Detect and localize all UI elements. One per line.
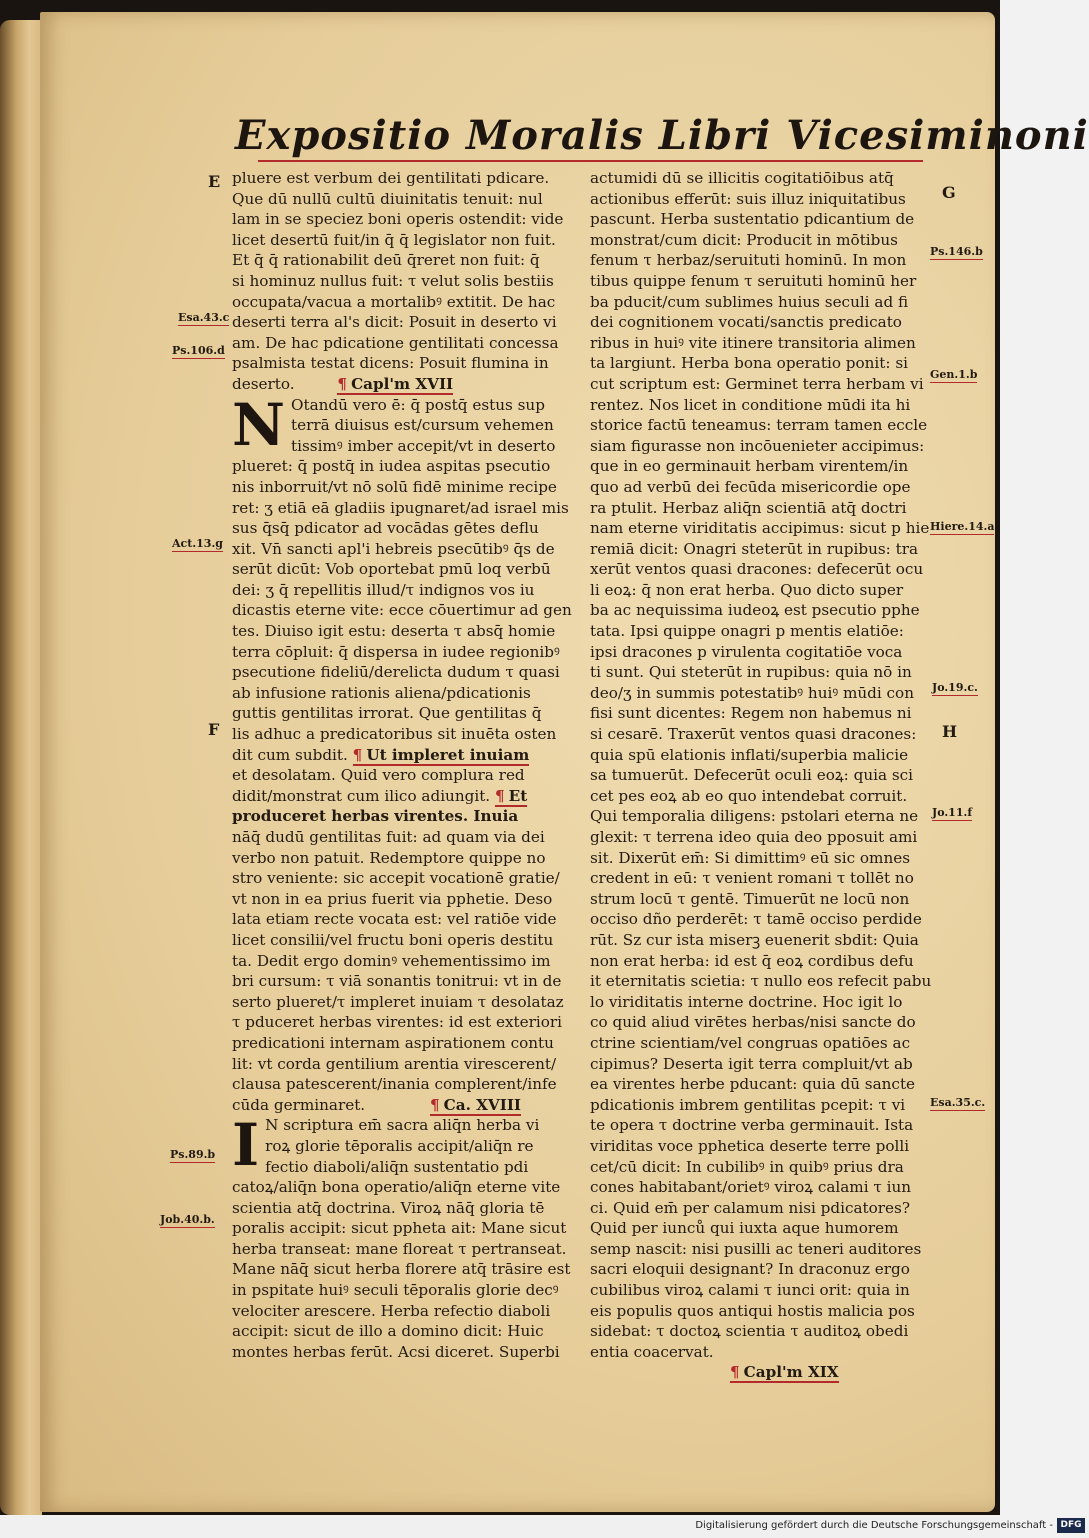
text-line: licet desertū fuit/in q̄ q̄ legislator non fuit. bbox=[232, 230, 556, 249]
book-page-edges bbox=[0, 20, 42, 1515]
lemma-heading bbox=[353, 746, 530, 766]
text-line: ta largiunt. Herba bona operatio ponit: si bbox=[590, 354, 908, 373]
text-line bbox=[590, 1362, 930, 1383]
text-line: cet pes eoꝝ ab eo quo intendebat corruit. bbox=[590, 786, 908, 805]
dfg-logo: DFG bbox=[1057, 1518, 1085, 1533]
text-line: montes herbas ferūt. Acsi diceret. Superbi bbox=[232, 1342, 560, 1361]
margin-note-ps-146: Ps.146.b bbox=[930, 245, 983, 258]
header-rule bbox=[258, 160, 923, 162]
margin-note-jo-11: Jo.11.f bbox=[932, 806, 973, 819]
pilcrow-icon: ¶ bbox=[429, 1095, 440, 1114]
text-line: xit. Vn̄ sancti apl'i hebreis psecūtibꝰ q̄s de bbox=[232, 539, 555, 558]
text-line: que in eo germinauit herbam virentem/in bbox=[590, 457, 909, 476]
chapter-18-label: Ca. XVIII bbox=[443, 1095, 522, 1114]
text-line: predicationi internam aspirationem contu bbox=[232, 1033, 554, 1052]
text-line: rūt. Sz cur ista miserꝫ euenerit sbdit: Quia bbox=[590, 930, 919, 949]
text-line bbox=[232, 745, 577, 766]
text-line: sa tumuerūt. Defecerūt oculi eoꝝ: quia sci bbox=[590, 766, 913, 785]
chapter-18-heading bbox=[430, 1096, 521, 1116]
text-line: terrā diuisus est/cursum vehemen bbox=[291, 416, 554, 435]
text-line: sacri eloquii designant? In draconuz ergo bbox=[590, 1260, 910, 1279]
text-line: deo/ʒ in summis potestatibꝰ huiꝰ mūdi con bbox=[590, 683, 914, 702]
text-line: nis inborruit/vt nō solū fidē minime recipe bbox=[232, 477, 557, 496]
text-line: bri cursum: τ viā sonantis tonitrui: vt in de bbox=[232, 972, 562, 991]
text-line: dei: ʒ q̄ repellitis illud/τ indignos vos iu bbox=[232, 580, 535, 599]
text-line: tissimꝰ imber accepit/vt in deserto bbox=[291, 436, 556, 455]
chapter-19-label: Capl'm XIX bbox=[743, 1363, 839, 1382]
text-line: herba transeat: mane floreat τ pertranseat. bbox=[232, 1239, 567, 1258]
text-line: siam figurasse non incōuenieter accipimus: bbox=[590, 436, 925, 455]
margin-letter-h: H bbox=[942, 722, 958, 741]
chapter-17-label: Capl'm XVII bbox=[351, 374, 454, 393]
text-line: Mane nāq̄ sicut herba florere atq̄ trāsire est bbox=[232, 1260, 571, 1279]
pilcrow-icon: ¶ bbox=[352, 745, 363, 764]
margin-note-job-40: Job.40.b. bbox=[160, 1213, 215, 1226]
text-line: tibus quippe fenum τ seruituti hominū her bbox=[590, 271, 917, 290]
text-line: actionibus efferūt: suis illuz iniquitatibus bbox=[590, 189, 906, 208]
text-line: scientia atq̄ doctrina. Viroꝝ nāq̄ gloria tē bbox=[232, 1198, 545, 1217]
text-line: lis adhuc a predicatoribus sit inuēta osten bbox=[232, 725, 557, 744]
text-line: psecutione fideliū/derelicta dudum τ quasi bbox=[232, 663, 560, 682]
text-fragment: deserto. bbox=[232, 374, 295, 393]
text-line: lo viriditatis interne doctrine. Hoc igit lo bbox=[590, 992, 903, 1011]
text-line: glexit: τ terrena ideo quia deo pposuit ami bbox=[590, 828, 918, 846]
text-line: Quid per iunců qui iuxta aque humorem bbox=[590, 1219, 899, 1238]
text-line: lit: vt corda gentilium arentia virescerent/ bbox=[232, 1054, 557, 1073]
text-line: li eoꝝ: q̄ non erat herba. Quo dicto super bbox=[590, 580, 904, 599]
text-line: clausa patescerent/inania complerent/infe bbox=[232, 1075, 557, 1094]
pilcrow-icon: ¶ bbox=[337, 374, 348, 393]
text-line: nam eterne viriditatis accipimus: sicut p hie bbox=[590, 519, 930, 538]
text-line: ba pducit/cum sublimes huius seculi ad fi bbox=[590, 292, 909, 311]
text-line: si hominuz nullus fuit: τ velut solis bestiis bbox=[232, 271, 554, 290]
text-line: rentez. Nos licet in conditione mūdi ita hi bbox=[590, 395, 911, 414]
text-line: Que dū nullū cultū diuinitatis tenuit: nul bbox=[232, 189, 543, 208]
text-line: strum locū τ gentē. Timuerūt ne locū non bbox=[590, 889, 910, 908]
text-line: catoꝝ/aliq̄n bona operatio/aliq̄n eterne vite bbox=[232, 1178, 561, 1197]
text-line: occiso dño perderēt: τ tamē occiso perdide bbox=[590, 910, 922, 929]
text-line: actumidi dū se illicitis cogitatiōibus atq̄ bbox=[590, 169, 894, 187]
text-line: ci. Quid em̄ per calamum nisi pdicatores? bbox=[590, 1198, 910, 1217]
text-line bbox=[232, 786, 577, 807]
text-line: velociter arescere. Herba refectio diaboli bbox=[232, 1301, 551, 1320]
text-line: terra cōpluit: q̄ dispersa in iudee regionibꝰ bbox=[232, 642, 560, 661]
text-line: pdicationis imbrem gentilitas pcepit: τ vi bbox=[590, 1095, 906, 1114]
text-line: roꝝ glorie tēporalis accipit/aliq̄n re bbox=[265, 1136, 534, 1155]
text-line: pluere est verbum dei gentilitati pdicare. bbox=[232, 169, 550, 187]
text-line: pascunt. Herba sustentatio pdicantium de bbox=[590, 210, 915, 229]
right-text-column bbox=[590, 168, 930, 1383]
text-line: licet consilii/vel fructu boni operis destitu bbox=[232, 930, 554, 949]
text-line: credent in eū: τ venient romani τ tollēt no bbox=[590, 869, 914, 888]
text-line: dei cognitionem vocati/sanctis predicato bbox=[590, 313, 902, 332]
margin-letter-g: G bbox=[942, 183, 956, 202]
text-line: Otandū vero ē: q̄ postq̄ estus sup bbox=[291, 395, 545, 414]
drop-cap-i: I bbox=[232, 1111, 260, 1180]
lemma-line: produceret herbas virentes. Inuia bbox=[232, 807, 519, 826]
text-line: te opera τ doctrine verba germinauit. Ista bbox=[590, 1116, 914, 1135]
text-line: poralis accipit: sicut ppheta ait: Mane sicut bbox=[232, 1219, 567, 1238]
text-line: serūt dicūt: Vob oportebat pmū loq verbū bbox=[232, 560, 551, 579]
text-line: ipsi dracones p virulenta cogitatiōe voca bbox=[590, 642, 903, 661]
text-line: ta. Dedit ergo dominꝰ vehementissimo im bbox=[232, 951, 551, 970]
text-fragment: didit/monstrat cum ilico adiungit. bbox=[232, 786, 491, 805]
lemma-heading bbox=[495, 787, 527, 807]
text-fragment: dit cum subdit. bbox=[232, 745, 348, 764]
text-line: fectio diaboli/aliq̄n sustentatio pdi bbox=[265, 1157, 529, 1176]
margin-note-jo-19: Jo.19.c. bbox=[932, 681, 978, 694]
text-line: psalmista testat dicens: Posuit flumina in bbox=[232, 354, 549, 373]
text-line: deserti terra al's dicit: Posuit in deserto vi bbox=[232, 313, 557, 332]
margin-note-esa-43: Esa.43.c bbox=[178, 311, 230, 324]
text-line: si cesarē. Traxerūt ventos quasi dracones: bbox=[590, 725, 917, 744]
text-line: cones habitabant/orietꝰ viroꝝ calami τ iun bbox=[590, 1178, 912, 1197]
text-line: cipimus? Deserta igit terra compluit/vt ab bbox=[590, 1054, 913, 1073]
text-line: serto plueret/τ impleret inuiam τ desolataz bbox=[232, 992, 564, 1011]
running-header: Expositio Moralis Libri Vicesiminoni bbox=[235, 112, 1089, 159]
chapter-17-block bbox=[232, 390, 577, 745]
text-line: ti sunt. Qui steterūt in rupibus: quia nō in bbox=[590, 663, 912, 682]
text-line: occupata/vacua a mortalibꝰ extitit. De hac bbox=[232, 292, 556, 311]
text-line: viriditas voce pphetica deserte terre polli bbox=[590, 1136, 910, 1155]
pilcrow-icon: ¶ bbox=[494, 786, 505, 805]
chapter-17-heading bbox=[337, 375, 453, 395]
text-line: remiā dicit: Onagri steterūt in rupibus: tra bbox=[590, 539, 919, 558]
text-line: ea virentes herbe pducant: quia dū sancte bbox=[590, 1075, 916, 1094]
text-line: storice factū teneamus: terram tamen eccle bbox=[590, 416, 928, 435]
text-line: ra ptulit. Herbaz aliq̄n scientiā atq̄ doctri bbox=[590, 498, 907, 517]
text-line: sidebat: τ doctoꝝ scientia τ auditoꝝ obedi bbox=[590, 1322, 909, 1341]
text-line: fisi sunt dicentes: Regem non habemus ni bbox=[590, 704, 912, 723]
text-line bbox=[232, 1095, 577, 1116]
margin-note-act-13: Act.13.g bbox=[172, 537, 223, 550]
text-line: τ pduceret herbas virentes: id est exteriori bbox=[232, 1013, 562, 1032]
text-line: tata. Ipsi quippe onagri p mentis elatiōe: bbox=[590, 622, 904, 641]
text-line: xerūt ventos quasi dracones: defecerūt ocu bbox=[590, 560, 924, 579]
text-line: am. De hac pdicatione gentilitati concessa bbox=[232, 333, 559, 352]
text-line: Et q̄ q̄ rationabilit deū q̄reret non fuit: q̄ bbox=[232, 251, 540, 270]
text-line: et desolatam. Quid vero complura red bbox=[232, 766, 525, 785]
lemma-text: Et bbox=[508, 786, 528, 805]
text-line: entia coacervat. bbox=[590, 1342, 714, 1361]
text-line: accipit: sicut de illo a domino dicit: Huic bbox=[232, 1322, 544, 1341]
text-line: vt non in ea prius fuerit via pphetie. Deso bbox=[232, 889, 553, 908]
text-line: sus q̄sq̄ pdicator ad vocādas gētes deflu bbox=[232, 519, 539, 538]
text-line: monstrat/cum dicit: Producit in mōtibus bbox=[590, 230, 898, 249]
text-line: sit. Dixerūt em̄: Si dimittimꝰ eū sic omnes bbox=[590, 848, 911, 867]
text-line: semp nascit: nisi pusilli ac teneri auditores bbox=[590, 1239, 922, 1258]
funding-credit: Digitalisierung gefördert durch die Deutsche Forschungsgemeinschaft - bbox=[695, 1520, 1053, 1531]
margin-note-gen-1: Gen.1.b bbox=[930, 368, 978, 381]
text-line: nāq̄ dudū gentilitas fuit: ad quam via dei bbox=[232, 828, 545, 846]
chapter-18-block bbox=[232, 1111, 577, 1362]
chapter-19-heading bbox=[730, 1363, 839, 1383]
text-line: non erat herba: id est q̄ eoꝝ cordibus defu bbox=[590, 951, 914, 970]
text-line: stro veniente: sic accepit vocationē gratie/ bbox=[232, 869, 560, 888]
text-line: cet/cū dicit: In cubilibꝰ in quibꝰ prius dra bbox=[590, 1157, 904, 1176]
text-line: cut scriptum est: Germinet terra herbam vi bbox=[590, 374, 924, 393]
text-line: ribus in huiꝰ vite itinere transitoria alimen bbox=[590, 333, 916, 352]
text-line: N scriptura em̄ sacra aliq̄n herba vi bbox=[265, 1116, 540, 1135]
text-line: quia spū elationis inflati/superbia malicie bbox=[590, 745, 909, 764]
text-line bbox=[232, 374, 577, 395]
text-line: Qui temporalia diligens: pstolari eterna ne bbox=[590, 807, 919, 826]
text-line: quo ad verbū dei fecūda misericordie ope bbox=[590, 477, 911, 496]
text-line: verbo non patuit. Redemptore quippe no bbox=[232, 848, 546, 867]
text-line: fenum τ herbaz/seruituti hominū. In mon bbox=[590, 251, 907, 270]
text-line: tes. Diuiso igit estu: deserta τ absq̄ homie bbox=[232, 622, 556, 641]
text-line: it eternitatis scietia: τ nullo eos refecit pabu bbox=[590, 972, 932, 991]
pilcrow-icon: ¶ bbox=[730, 1363, 740, 1382]
text-line: dicastis eterne vite: ecce cōuertimur ad gen bbox=[232, 601, 572, 620]
text-line: ctrine scientiam/vel congruas opatiōes ac bbox=[590, 1033, 911, 1052]
text-line: ret: ʒ etiā eā gladiis ipugnaret/ad israel mis bbox=[232, 498, 569, 517]
text-line: ab infusione rationis aliena/pdicationis bbox=[232, 683, 531, 702]
margin-note-esa-35: Esa.35.c. bbox=[930, 1096, 986, 1109]
lemma-text: Ut impleret inuiam bbox=[366, 745, 530, 764]
text-line: plueret: q̄ postq̄ in iudea aspitas psecutio bbox=[232, 457, 551, 476]
text-line: eis populis quos antiqui hostis malicia pos bbox=[590, 1301, 915, 1320]
margin-letter-f: F bbox=[208, 720, 220, 739]
text-line: in pspitate huiꝰ seculi tēporalis glorie decꝰ bbox=[232, 1281, 559, 1300]
margin-note-ps-89: Ps.89.b bbox=[170, 1148, 216, 1161]
margin-note-hiere-14: Hiere.14.a bbox=[930, 520, 995, 533]
text-line: guttis gentilitas irrorat. Que gentilitas q̄ bbox=[232, 704, 542, 723]
drop-cap-n: N bbox=[232, 390, 286, 459]
text-fragment: cūda germinaret. bbox=[232, 1095, 366, 1114]
left-text-column bbox=[232, 168, 577, 1362]
text-line: cubilibus viroꝝ calami τ iunci orit: quia in bbox=[590, 1281, 910, 1300]
text-line: ba ac nequissima iudeoꝝ est psecutio pphe bbox=[590, 601, 920, 620]
margin-note-ps-106: Ps.106.d bbox=[172, 344, 225, 357]
text-line: lam in se speciez boni operis ostendit: vide bbox=[232, 210, 564, 229]
margin-letter-e: E bbox=[208, 172, 221, 191]
text-line: lata etiam recte vocata est: vel ratiōe vide bbox=[232, 910, 557, 929]
text-line: co quid aliud virētes herbas/nisi sancte do bbox=[590, 1013, 916, 1032]
